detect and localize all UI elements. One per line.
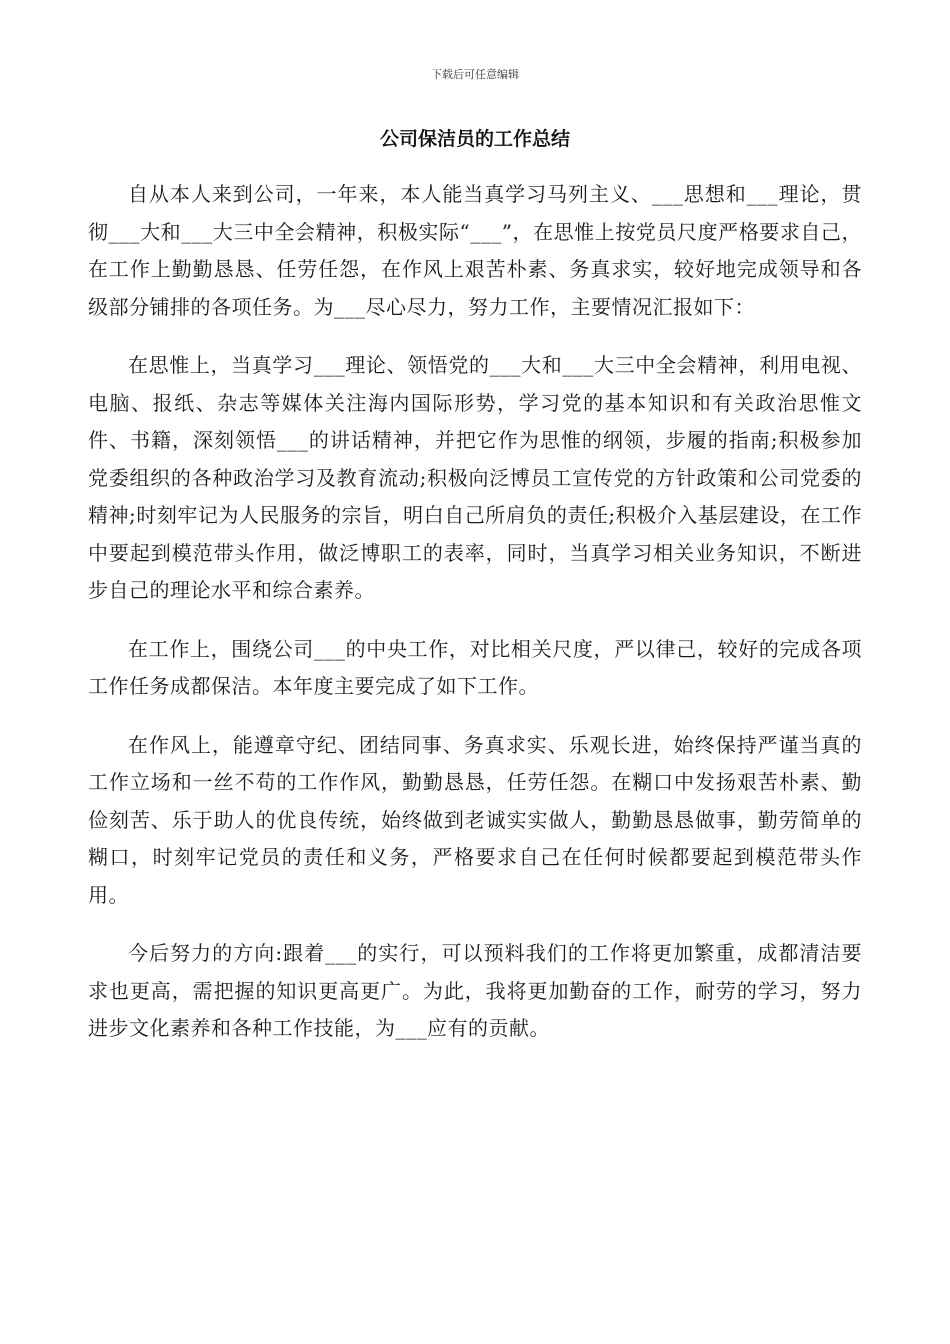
header-note: 下载后可任意编辑 xyxy=(431,68,519,81)
document-body xyxy=(88,176,862,1069)
paragraph-thought: 在思惟上，当真学习___理论、领悟党的___大和___大三中全会精神，利用电视、电脑、报纸、杂志等媒体关注海内国际形势，学习党的基本知识和有关政治思惟文件、书籍，深刻领悟___的讲话精神，并把它作为思惟的纲领，步履的指南;积极参加党委组织的各种政治学习及教育流动;积极向泛博员工宣传党的方针政策和公司党委的精神;时刻牢记为人民服务的宗旨，明白自己所肩负的责任;积极介入基层建设，在工作中要起到模范带头作用，做泛博职工的表率，同时，当真学习相关业务知识，不断进步自己的理论水平和综合素养。 xyxy=(88,353,862,602)
document-title: 公司保洁员的工作总结 xyxy=(379,128,570,150)
paragraph-work: 在工作上，围绕公司___的中央工作，对比相关尺度，严以律己，较好的完成各项工作任务成都保洁。本年度主要完成了如下工作。 xyxy=(88,636,862,698)
paragraph-future: 今后努力的方向:跟着___的实行，可以预料我们的工作将更加繁重，成都清洁要求也更高，需把握的知识更高更广。为此，我将更加勤奋的工作，耐劳的学习，努力进步文化素养和各种工作技能，为___应有的贡献。 xyxy=(88,941,862,1040)
paragraph-style: 在作风上，能遵章守纪、团结同事、务真求实、乐观长进，始终保持严谨当真的工作立场和一丝不苟的工作作风，勤勤恳恳，任劳任怨。在糊口中发扬艰苦朴素、勤俭刻苦、乐于助人的优良传统，始终做到老诚实实做人，勤勤恳恳做事，勤劳简单的糊口，时刻牢记党员的责任和义务，严格要求自己在任何时候都要起到模范带头作用。 xyxy=(88,732,862,907)
paragraph-intro: 自从本人来到公司，一年来，本人能当真学习马列主义、___思想和___理论，贯彻___大和___大三中全会精神，积极实际“___”，在思惟上按党员尺度严格要求自己，在工作上勤勤恳恳、任劳任怨，在作风上艰苦朴素、务真求实，较好地完成领导和各级部分铺排的各项任务。为___尽心尽力，努力工作，主要情况汇报如下： xyxy=(88,182,862,319)
